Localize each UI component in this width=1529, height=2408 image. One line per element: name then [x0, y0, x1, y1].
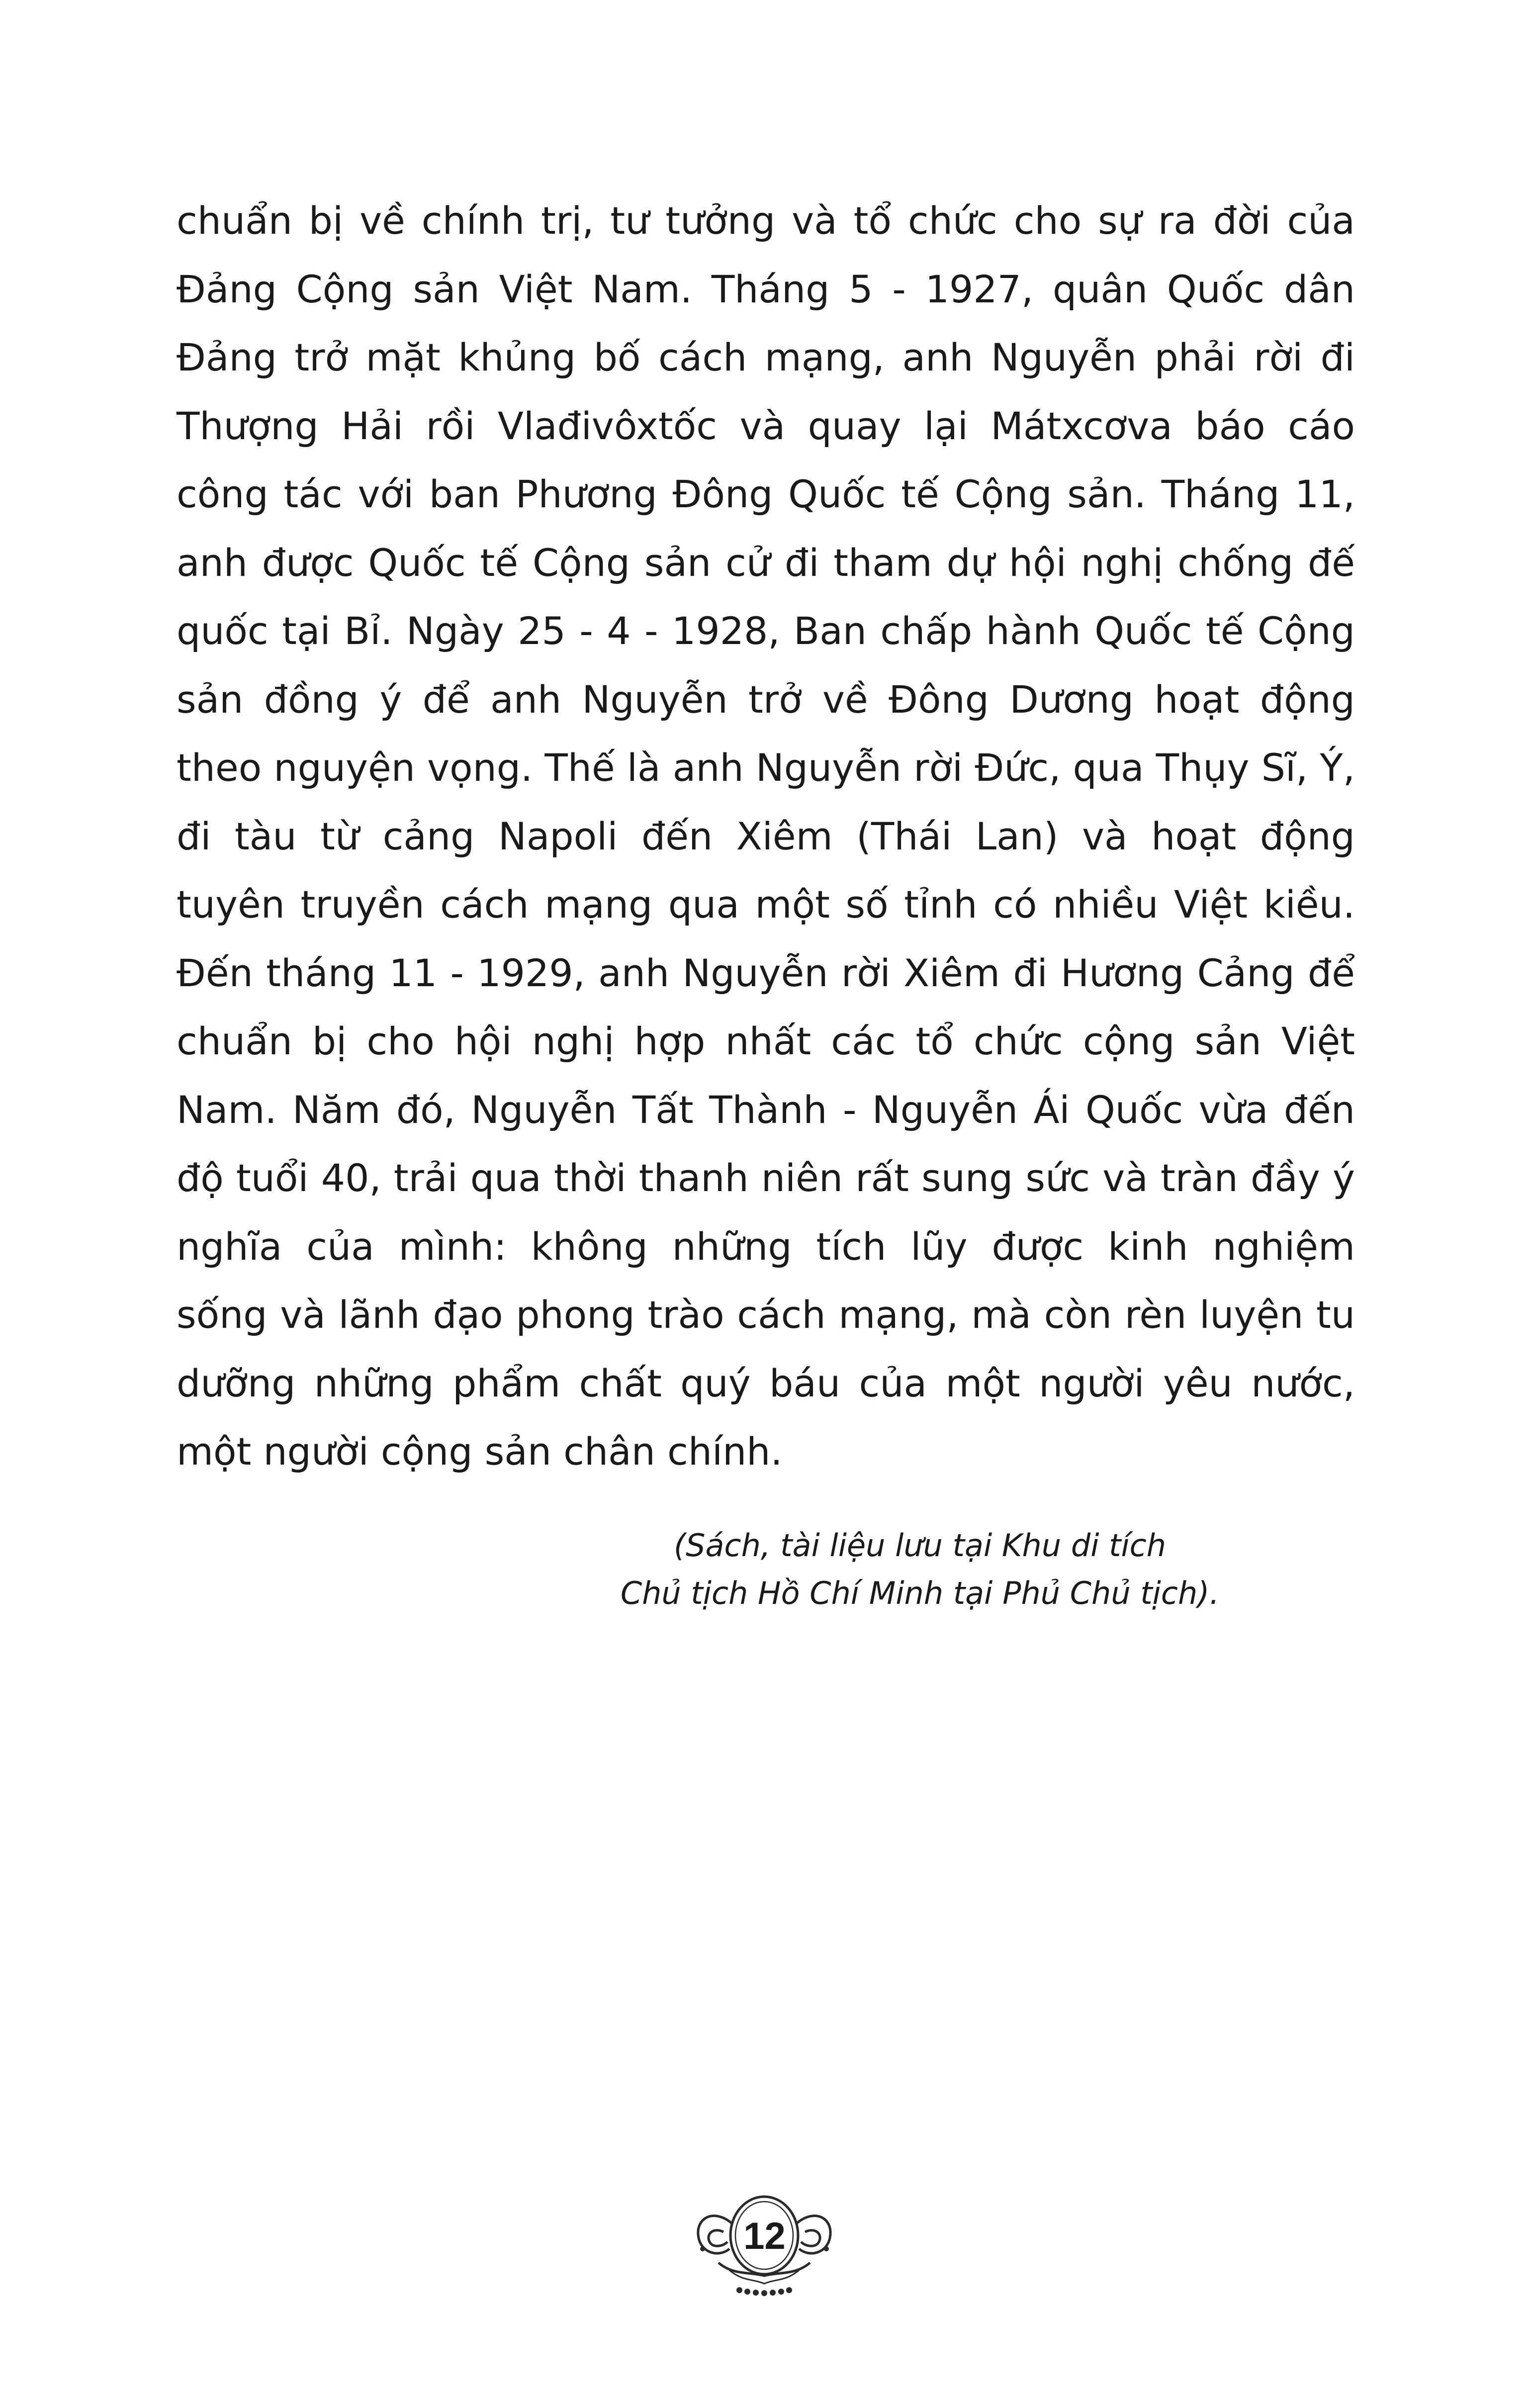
text-line: dưỡng những phẩm chất quý báu của một người yêu nước,	[177, 1361, 1355, 1405]
text-line: quốc tại Bỉ. Ngày 25 - 4 - 1928, Ban chấp hành Quốc tế Cộng	[177, 609, 1355, 653]
text-line: anh được Quốc tế Cộng sản cử đi tham dự hội nghị chống đế	[177, 540, 1355, 585]
text-line: tuyên truyền cách mạng qua một số tỉnh có nhiều Việt kiều.	[177, 882, 1355, 926]
text-line: sống và lãnh đạo phong trào cách mạng, mà còn rèn luyện tu	[177, 1293, 1355, 1337]
text-line: độ tuổi 40, trải qua thời thanh niên rất sung sức và tràn đầy ý	[177, 1156, 1355, 1200]
source-line-2: Chủ tịch Hồ Chí Minh tại Phủ Chủ tịch).	[620, 1575, 1220, 1611]
text-line: đi tàu từ cảng Napoli đến Xiêm (Thái Lan) và hoạt động	[177, 814, 1355, 858]
text-line: nghĩa của mình: không những tích lũy được kinh nghiệm	[177, 1224, 1355, 1269]
text-line: sản đồng ý để anh Nguyễn trở về Đông Dương hoạt động	[177, 677, 1355, 722]
text-line: chuẩn bị cho hội nghị hợp nhất các tổ chức cộng sản Việt	[177, 1019, 1355, 1063]
source-line-1: (Sách, tài liệu lưu tại Khu di tích	[673, 1527, 1167, 1564]
text-line: Đến tháng 11 - 1929, anh Nguyễn rời Xiêm đi Hương Cảng để	[177, 950, 1355, 995]
page-number: 12	[743, 2215, 786, 2257]
body-paragraph	[177, 186, 1355, 1486]
text-line: một người cộng sản chân chính.	[177, 1429, 783, 1474]
text-line: Đảng trở mặt khủng bố cách mạng, anh Nguyễn phải rời đi	[177, 335, 1355, 379]
text-line: theo nguyện vọng. Thế là anh Nguyễn rời Đức, qua Thụy Sĩ, Ý,	[177, 745, 1355, 790]
source-citation	[547, 1522, 1293, 1617]
text-line: công tác với ban Phương Đông Quốc tế Cộng sản. Tháng 11,	[177, 472, 1355, 516]
text-line: Nam. Năm đó, Nguyễn Tất Thành - Nguyễn Ái Quốc vừa đến	[177, 1087, 1355, 1132]
text-line: Thượng Hải rồi Vlađivôxtốc và quay lại Mátxcơva báo cáo	[177, 403, 1355, 448]
text-line: Đảng Cộng sản Việt Nam. Tháng 5 - 1927, quân Quốc dân	[177, 267, 1355, 311]
page-number-badge	[684, 2188, 845, 2303]
text-line: chuẩn bị về chính trị, tư tưởng và tổ chức cho sự ra đời của	[177, 198, 1355, 243]
